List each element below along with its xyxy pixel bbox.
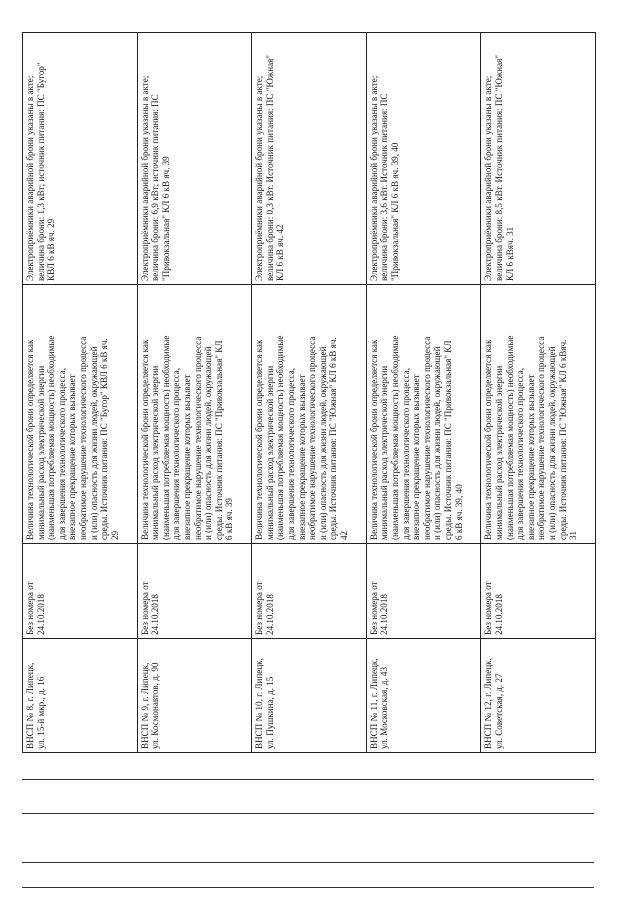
blank-rule-line [22, 887, 594, 888]
object-location-cell: ВНСП № 9, г. Липецк, ул. Космонавтов, д. 90 [138, 638, 252, 752]
object-location-cell: ВНСП № 10, г. Липецк, ул. Пушкина, д. 15 [252, 638, 366, 752]
act-date-cell: Без номера от 24.10.2018 [252, 543, 366, 638]
armor-table [22, 32, 596, 753]
emergency-armor-cell: Электроприёмники аварийной брони указаны в акте; величина брони: 1,3 кВт; источник питания: ПС "Бугор" КВЛ 6 кВ яч. 29 [25, 62, 57, 281]
blank-rule-line [22, 862, 594, 863]
technological-armor-cell: Величина технологической брони определяется как минимальный расход электрической энергии (наименьшая потребляемая мощность) необходимые для завершения технологического процесса, внезапное прекращение которых вызывает необратимое нарушение технологического процесса и (или) опасность для жизни людей, окружающей среды. Источник питания: ПС "Бугор" КВЛ 6 кВ яч. 29 [23, 284, 137, 543]
emergency-armor-cell: Электроприёмники аварийной брони указаны в акте; величина брони: 3,6 кВт. Источник питания: ПС "Привокзальная" КЛ 6 кВ яч. 39, 40 [368, 75, 400, 281]
emergency-armor-cell: Электроприёмники аварийной брони указаны в акте; величина брони: 0,3 кВт. Источник питания: ПС "Южная" КЛ 6 кВ яч. 42 [254, 54, 286, 281]
blank-rule-line [22, 779, 594, 780]
emergency-armor-cell: Электроприёмники аварийной брони указаны в акте; величина брони: 8,5 кВт. Источник питания: ПС "Южная" КЛ 6 кВяч. 31 [483, 54, 515, 281]
technological-armor-cell: Величина технологической брони определяется как минимальный расход электрической энергии (наименьшая потребляемая мощность) необходимые для завершения технологического процесса, внезапное прекращение которых вызывает необратимое нарушение технологического процесса и (или) опасность для жизни людей, окружающей среды. Источник питания: ПС "Привокзальная" КЛ 6 кВ яч. 39, 40 [367, 284, 481, 543]
act-date-cell: Без номера от 24.10.2018 [481, 543, 595, 638]
act-date-cell: Без номера от 24.10.2018 [367, 543, 481, 638]
object-location-cell: ВНСП № 12, г. Липецк, ул. Советская, д. 27 [481, 638, 595, 752]
table-row [23, 33, 138, 752]
table-row [138, 33, 253, 752]
blank-rule-line [22, 813, 594, 814]
emergency-armor-cell: Электроприёмники аварийной брони указаны в акте; величина брони: 6,9 кВт; источник питания: ПС "Привокзальная" КЛ 6 кВ яч. 39 [139, 75, 171, 281]
technological-armor-cell: Величина технологической брони определяется как минимальный расход электрической энергии (наименьшая потребляемая мощность) необходимые для завершения технологического процесса, внезапное прекращение которых вызывает необратимое нарушение технологического процесса и (или) опасность для жизни людей, окружающей среды. Источник питания: ПС "Привокзальная" КЛ 6 кВ яч. 39 [138, 284, 252, 543]
technological-armor-cell: Величина технологической брони определяется как минимальный расход электрической энергии (наименьшая потребляемая мощность) необходимые для завершения технологического процесса, внезапное прекращение которых вызывает необратимое нарушение технологического процесса и (или) опасность для жизни людей, окружающей среды. Источник питания: ПС "Южная" КЛ 6 кВяч. 31 [481, 284, 595, 543]
object-location-cell: ВНСП № 11, г. Липецк, ул. Московская, д. 43 [367, 638, 481, 752]
table-row [481, 33, 595, 752]
table-row [367, 33, 482, 752]
object-location-cell: ВНСП № 8, г. Липецк, ул. 15-й мкр., д. 16 [23, 638, 137, 752]
technological-armor-cell: Величина технологической брони определяется как минимальный расход электрической энергии (наименьшая потребляемая мощность) необходимые для завершения технологического процесса, внезапное прекращение которых вызывает необратимое нарушение технологического процесса и (или) опасность для жизни людей, окружающей среды. Источник питания: ПС "Южная" КЛ 6 кВ яч. 42 [252, 284, 366, 543]
act-date-cell: Без номера от 24.10.2018 [138, 543, 252, 638]
table-row [252, 33, 367, 752]
act-date-cell: Без номера от 24.10.2018 [23, 543, 137, 638]
